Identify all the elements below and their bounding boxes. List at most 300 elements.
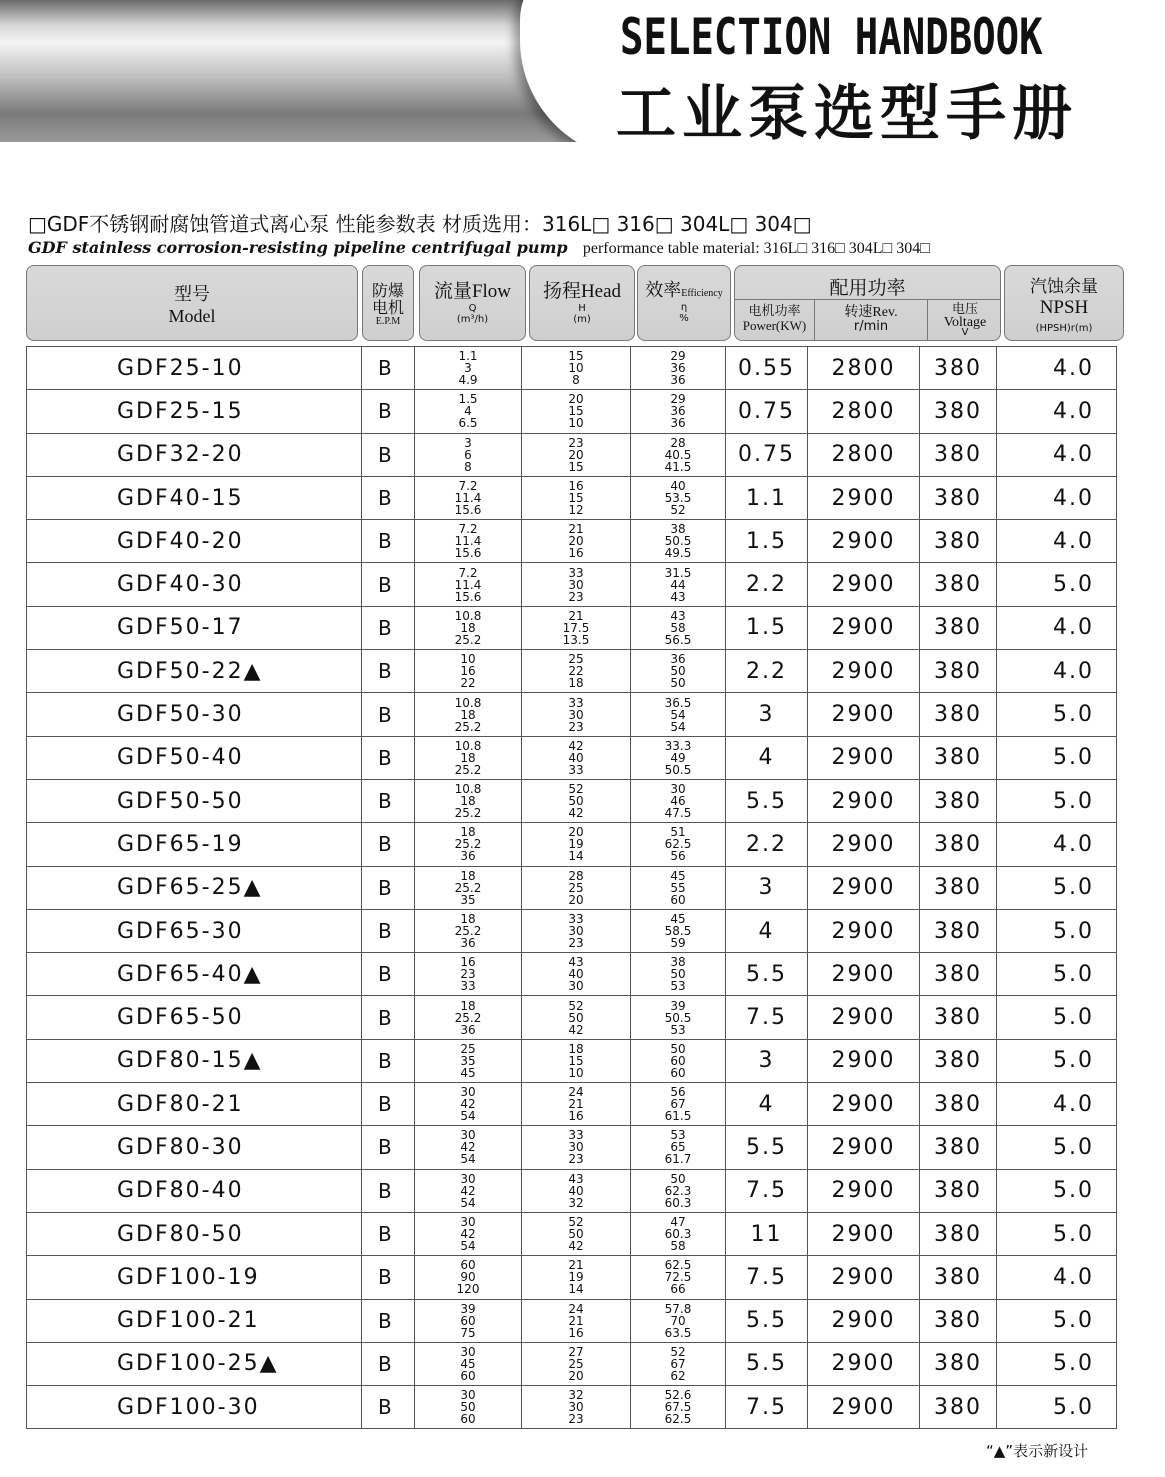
model-cell: GDF65-40▲ bbox=[27, 953, 362, 996]
flow-cell-value: 25.2 bbox=[454, 762, 482, 777]
voltage-cell: 380 bbox=[920, 953, 997, 996]
head-cell-value: 14 bbox=[568, 1282, 584, 1297]
efficiency-cell bbox=[631, 953, 726, 996]
head-cell bbox=[522, 347, 631, 390]
head-cell-value: 20 bbox=[568, 825, 584, 840]
flow-cell bbox=[415, 996, 522, 1039]
head-cell-value: 21 bbox=[568, 522, 584, 537]
efficiency-cell-value: 40 bbox=[670, 479, 686, 494]
flow-cell-value: 42 bbox=[460, 1227, 476, 1242]
efficiency-cell-value: 53 bbox=[670, 1022, 686, 1037]
head-cell-value: 40 bbox=[568, 967, 584, 982]
efficiency-cell-value: 38 bbox=[670, 955, 686, 970]
efficiency-cell bbox=[631, 1256, 726, 1299]
flow-cell bbox=[415, 563, 522, 606]
head-cell-value: 21 bbox=[568, 1313, 584, 1328]
head-cell-value: 32 bbox=[568, 1195, 584, 1210]
efficiency-cell-value: 56 bbox=[670, 1085, 686, 1100]
head-cell-value: 23 bbox=[568, 589, 584, 604]
head-cell-value: 40 bbox=[568, 750, 584, 765]
table-row bbox=[27, 433, 1117, 476]
header-head-symbol: H bbox=[578, 303, 586, 314]
model-cell: GDF80-40 bbox=[27, 1169, 362, 1212]
rev-cell: 2900 bbox=[808, 606, 920, 649]
header-eff-symbol: η bbox=[680, 302, 688, 313]
flow-cell-value: 10.8 bbox=[454, 782, 482, 797]
table-row bbox=[27, 1256, 1117, 1299]
header-voltage bbox=[928, 300, 1002, 341]
epm-cell: B bbox=[362, 1342, 415, 1385]
efficiency-cell-value: 50.5 bbox=[664, 1010, 692, 1025]
table-row bbox=[27, 736, 1117, 779]
power-cell: 3 bbox=[726, 1039, 808, 1082]
table-row bbox=[27, 1386, 1117, 1429]
head-cell-value: 20 bbox=[568, 392, 584, 407]
rev-cell: 2900 bbox=[808, 563, 920, 606]
head-cell-value: 30 bbox=[568, 577, 584, 592]
rev-cell: 2900 bbox=[808, 1126, 920, 1169]
head-cell bbox=[522, 650, 631, 693]
efficiency-cell-value: 38 bbox=[670, 522, 686, 537]
epm-cell: B bbox=[362, 1299, 415, 1342]
voltage-cell: 380 bbox=[920, 433, 997, 476]
epm-cell: B bbox=[362, 347, 415, 390]
efficiency-cell-value: 50.5 bbox=[664, 534, 692, 549]
flow-cell-value: 18 bbox=[460, 825, 476, 840]
efficiency-cell-value: 58 bbox=[670, 620, 686, 635]
rev-cell: 2900 bbox=[808, 1169, 920, 1212]
voltage-cell: 380 bbox=[920, 650, 997, 693]
header-npsh-en: NPSH bbox=[1039, 297, 1089, 318]
rev-cell: 2900 bbox=[808, 1212, 920, 1255]
head-cell-value: 18 bbox=[568, 676, 584, 691]
efficiency-cell-value: 62.5 bbox=[664, 1258, 692, 1273]
efficiency-cell-value: 30 bbox=[670, 782, 686, 797]
head-cell-value: 23 bbox=[568, 719, 584, 734]
npsh-cell: 4.0 bbox=[997, 650, 1117, 693]
head-cell bbox=[522, 909, 631, 952]
header-volt-unit: V bbox=[961, 327, 969, 338]
head-cell bbox=[522, 390, 631, 433]
head-cell-value: 23 bbox=[568, 936, 584, 950]
efficiency-cell-value: 72.5 bbox=[664, 1270, 692, 1285]
flow-cell bbox=[415, 520, 522, 563]
flow-cell-value: 11.4 bbox=[454, 534, 482, 549]
voltage-cell: 380 bbox=[920, 1169, 997, 1212]
header-npsh-cn: 汽蚀余量 bbox=[1030, 277, 1098, 297]
flow-cell-value: 16 bbox=[460, 664, 476, 679]
flow-cell bbox=[415, 1126, 522, 1169]
power-cell: 1.5 bbox=[726, 520, 808, 563]
rev-cell: 2900 bbox=[808, 520, 920, 563]
head-cell-value: 33 bbox=[568, 762, 584, 777]
flow-cell bbox=[415, 1212, 522, 1255]
power-cell: 7.5 bbox=[726, 1386, 808, 1429]
flow-cell-value: 7.2 bbox=[458, 479, 478, 494]
head-cell bbox=[522, 1126, 631, 1169]
footnote: “▲”表示新设计 bbox=[986, 1442, 1089, 1460]
epm-cell: B bbox=[362, 693, 415, 736]
head-cell bbox=[522, 520, 631, 563]
efficiency-cell-value: 60.3 bbox=[664, 1195, 692, 1210]
efficiency-cell-value: 51 bbox=[670, 825, 686, 840]
efficiency-cell-value: 67.5 bbox=[664, 1400, 692, 1415]
power-cell: 2.2 bbox=[726, 823, 808, 866]
flow-cell-value: 42 bbox=[460, 1140, 476, 1155]
efficiency-cell-value: 61.7 bbox=[664, 1152, 692, 1167]
power-cell: 11 bbox=[726, 1212, 808, 1255]
efficiency-cell bbox=[631, 650, 726, 693]
efficiency-cell bbox=[631, 736, 726, 779]
flow-cell-value: 6.5 bbox=[458, 416, 478, 431]
flow-cell-value: 18 bbox=[460, 868, 476, 883]
header-epm bbox=[362, 265, 414, 341]
head-cell-value: 19 bbox=[568, 1270, 584, 1285]
rev-cell: 2900 bbox=[808, 953, 920, 996]
flow-cell bbox=[415, 953, 522, 996]
head-cell bbox=[522, 606, 631, 649]
head-cell bbox=[522, 1342, 631, 1385]
rev-cell: 2900 bbox=[808, 779, 920, 822]
efficiency-cell bbox=[631, 1169, 726, 1212]
head-cell-value: 30 bbox=[568, 924, 584, 938]
efficiency-cell bbox=[631, 866, 726, 909]
efficiency-cell-value: 36 bbox=[670, 361, 686, 376]
header-flow-title: 流量Flow bbox=[433, 281, 512, 302]
efficiency-cell-value: 65 bbox=[670, 1140, 686, 1155]
head-cell-value: 42 bbox=[568, 1022, 584, 1037]
flow-cell-value: 45 bbox=[460, 1356, 476, 1371]
flow-cell-value: 36 bbox=[460, 1022, 476, 1037]
power-cell: 5.5 bbox=[726, 1299, 808, 1342]
efficiency-cell-value: 60 bbox=[670, 1053, 686, 1068]
flow-cell-value: 25.2 bbox=[454, 880, 482, 895]
npsh-cell: 5.0 bbox=[997, 1169, 1117, 1212]
epm-cell: B bbox=[362, 996, 415, 1039]
epm-cell: B bbox=[362, 1083, 415, 1126]
power-cell: 5.5 bbox=[726, 779, 808, 822]
efficiency-cell bbox=[631, 1212, 726, 1255]
model-cell: GDF65-19 bbox=[27, 823, 362, 866]
npsh-cell: 4.0 bbox=[997, 1083, 1117, 1126]
epm-cell: B bbox=[362, 476, 415, 519]
efficiency-cell-value: 67 bbox=[670, 1097, 686, 1112]
efficiency-cell bbox=[631, 1342, 726, 1385]
power-cell: 1.1 bbox=[726, 476, 808, 519]
rev-cell: 2900 bbox=[808, 650, 920, 693]
power-cell: 7.5 bbox=[726, 996, 808, 1039]
voltage-cell: 380 bbox=[920, 693, 997, 736]
head-cell-value: 15 bbox=[568, 349, 584, 364]
power-cell: 3 bbox=[726, 866, 808, 909]
efficiency-cell-value: 50 bbox=[670, 676, 686, 691]
npsh-cell: 4.0 bbox=[997, 433, 1117, 476]
efficiency-cell bbox=[631, 433, 726, 476]
rev-cell: 2900 bbox=[808, 1083, 920, 1126]
voltage-cell: 380 bbox=[920, 390, 997, 433]
head-cell-value: 40 bbox=[568, 1183, 584, 1198]
flow-cell-value: 23 bbox=[460, 967, 476, 982]
power-cell: 2.2 bbox=[726, 650, 808, 693]
performance-table bbox=[26, 346, 1117, 1429]
head-cell bbox=[522, 476, 631, 519]
head-cell-value: 16 bbox=[568, 1109, 584, 1124]
efficiency-cell-value: 31.5 bbox=[664, 565, 692, 580]
efficiency-cell bbox=[631, 693, 726, 736]
flow-cell-value: 10.8 bbox=[454, 695, 482, 710]
head-cell-value: 33 bbox=[568, 912, 584, 926]
epm-cell: B bbox=[362, 1126, 415, 1169]
efficiency-cell bbox=[631, 476, 726, 519]
model-cell: GDF50-17 bbox=[27, 606, 362, 649]
efficiency-cell-value: 53.5 bbox=[664, 491, 692, 506]
voltage-cell: 380 bbox=[920, 1342, 997, 1385]
epm-cell: B bbox=[362, 606, 415, 649]
flow-cell-value: 22 bbox=[460, 676, 476, 691]
head-cell bbox=[522, 1212, 631, 1255]
efficiency-cell bbox=[631, 563, 726, 606]
flow-cell bbox=[415, 693, 522, 736]
table-row bbox=[27, 1039, 1117, 1082]
epm-cell: B bbox=[362, 736, 415, 779]
voltage-cell: 380 bbox=[920, 606, 997, 649]
voltage-cell: 380 bbox=[920, 866, 997, 909]
head-cell-value: 30 bbox=[568, 979, 584, 994]
head-cell-value: 33 bbox=[568, 695, 584, 710]
epm-cell: B bbox=[362, 909, 415, 952]
model-cell: GDF25-15 bbox=[27, 390, 362, 433]
efficiency-cell-value: 60 bbox=[670, 1065, 686, 1080]
efficiency-cell-value: 70 bbox=[670, 1313, 686, 1328]
rev-cell: 2800 bbox=[808, 390, 920, 433]
flow-cell bbox=[415, 606, 522, 649]
efficiency-cell bbox=[631, 347, 726, 390]
head-cell-value: 16 bbox=[568, 546, 584, 561]
head-cell-value: 52 bbox=[568, 998, 584, 1013]
table-row bbox=[27, 520, 1117, 563]
head-cell bbox=[522, 866, 631, 909]
voltage-cell: 380 bbox=[920, 1212, 997, 1255]
voltage-cell: 380 bbox=[920, 823, 997, 866]
head-cell-value: 30 bbox=[568, 1400, 584, 1415]
model-cell: GDF40-30 bbox=[27, 563, 362, 606]
efficiency-cell-value: 58.5 bbox=[664, 924, 692, 938]
efficiency-cell-value: 60 bbox=[670, 892, 686, 907]
model-cell: GDF50-30 bbox=[27, 693, 362, 736]
npsh-cell: 4.0 bbox=[997, 347, 1117, 390]
efficiency-cell bbox=[631, 520, 726, 563]
voltage-cell: 380 bbox=[920, 1126, 997, 1169]
header-epm-cn1: 防爆 bbox=[371, 281, 404, 300]
npsh-cell: 5.0 bbox=[997, 1126, 1117, 1169]
table-row bbox=[27, 1342, 1117, 1385]
flow-cell bbox=[415, 823, 522, 866]
section-title-cn: □GDF不锈钢耐腐蚀管道式离心泵 性能参数表 材质选用：316L□ 316□ 304L□ 304□ bbox=[28, 212, 812, 236]
epm-cell: B bbox=[362, 563, 415, 606]
flow-cell-value: 15.6 bbox=[454, 503, 482, 518]
power-cell: 5.5 bbox=[726, 1126, 808, 1169]
flow-cell-value: 50 bbox=[460, 1400, 476, 1415]
table-row bbox=[27, 1126, 1117, 1169]
flow-cell bbox=[415, 1256, 522, 1299]
efficiency-cell-value: 49 bbox=[670, 750, 686, 765]
head-cell bbox=[522, 693, 631, 736]
head-cell bbox=[522, 779, 631, 822]
power-cell: 3 bbox=[726, 693, 808, 736]
flow-cell-value: 18 bbox=[460, 707, 476, 722]
rev-cell: 2900 bbox=[808, 476, 920, 519]
efficiency-cell-value: 61.5 bbox=[664, 1109, 692, 1124]
table-row bbox=[27, 779, 1117, 822]
flow-cell-value: 36 bbox=[460, 936, 476, 950]
table-row bbox=[27, 347, 1117, 390]
efficiency-cell-value: 54 bbox=[670, 719, 686, 734]
flow-cell bbox=[415, 476, 522, 519]
head-cell-value: 50 bbox=[568, 1010, 584, 1025]
npsh-cell: 4.0 bbox=[997, 520, 1117, 563]
header-rev-unit: r/min bbox=[853, 319, 889, 334]
header-power-group bbox=[734, 265, 1001, 341]
model-cell: GDF50-40 bbox=[27, 736, 362, 779]
flow-cell-value: 25.2 bbox=[454, 806, 482, 821]
head-cell-value: 8 bbox=[572, 373, 580, 388]
efficiency-cell-value: 50 bbox=[670, 664, 686, 679]
flow-cell-value: 36 bbox=[460, 849, 476, 864]
flow-cell-value: 45 bbox=[460, 1065, 476, 1080]
efficiency-cell-value: 29 bbox=[670, 349, 686, 364]
voltage-cell: 380 bbox=[920, 1039, 997, 1082]
model-cell: GDF32-20 bbox=[27, 433, 362, 476]
efficiency-cell-value: 56.5 bbox=[664, 632, 692, 647]
efficiency-cell-value: 45 bbox=[670, 912, 686, 926]
power-cell: 4 bbox=[726, 736, 808, 779]
flow-cell bbox=[415, 779, 522, 822]
head-cell-value: 30 bbox=[568, 1140, 584, 1155]
header-rev bbox=[815, 300, 928, 341]
head-cell-value: 15 bbox=[568, 459, 584, 474]
npsh-cell: 5.0 bbox=[997, 1212, 1117, 1255]
npsh-cell: 4.0 bbox=[997, 476, 1117, 519]
head-cell-value: 10 bbox=[568, 1065, 584, 1080]
rev-cell: 2900 bbox=[808, 1299, 920, 1342]
head-cell-value: 52 bbox=[568, 1215, 584, 1230]
flow-cell-value: 15.6 bbox=[454, 589, 482, 604]
header-epm-en: E.P.M bbox=[375, 316, 401, 327]
table-row bbox=[27, 1083, 1117, 1126]
efficiency-cell bbox=[631, 823, 726, 866]
power-cell: 1.5 bbox=[726, 606, 808, 649]
power-cell: 5.5 bbox=[726, 953, 808, 996]
head-cell-value: 50 bbox=[568, 794, 584, 809]
head-cell-value: 17.5 bbox=[562, 620, 590, 635]
table-row bbox=[27, 996, 1117, 1039]
power-cell: 0.75 bbox=[726, 390, 808, 433]
head-cell bbox=[522, 1169, 631, 1212]
efficiency-cell bbox=[631, 1386, 726, 1429]
header-power-group-title: 配用功率 bbox=[735, 266, 1000, 300]
model-cell: GDF100-25▲ bbox=[27, 1342, 362, 1385]
head-cell-value: 15 bbox=[568, 1053, 584, 1068]
npsh-cell: 5.0 bbox=[997, 909, 1117, 952]
flow-cell-value: 39 bbox=[460, 1301, 476, 1316]
model-cell: GDF100-21 bbox=[27, 1299, 362, 1342]
power-cell: 7.5 bbox=[726, 1169, 808, 1212]
flow-cell-value: 7.2 bbox=[458, 565, 478, 580]
flow-cell-value: 75 bbox=[460, 1325, 476, 1340]
head-cell bbox=[522, 823, 631, 866]
head-cell bbox=[522, 1386, 631, 1429]
model-cell: GDF100-30 bbox=[27, 1386, 362, 1429]
npsh-cell: 4.0 bbox=[997, 1256, 1117, 1299]
flow-cell-value: 25.2 bbox=[454, 837, 482, 852]
flow-cell-value: 30 bbox=[460, 1171, 476, 1186]
voltage-cell: 380 bbox=[920, 909, 997, 952]
flow-cell bbox=[415, 1083, 522, 1126]
flow-cell bbox=[415, 433, 522, 476]
head-cell bbox=[522, 1256, 631, 1299]
flow-cell-value: 8 bbox=[464, 459, 472, 474]
section-title-en-plain: performance table material: 316L□ 316□ 304L□ 304□ bbox=[582, 240, 930, 257]
flow-cell-value: 15.6 bbox=[454, 546, 482, 561]
efficiency-cell bbox=[631, 996, 726, 1039]
flow-cell-value: 54 bbox=[460, 1239, 476, 1254]
flow-cell bbox=[415, 736, 522, 779]
flow-cell-value: 25.2 bbox=[454, 719, 482, 734]
flow-cell-value: 60 bbox=[460, 1313, 476, 1328]
npsh-cell: 4.0 bbox=[997, 606, 1117, 649]
head-cell-value: 25 bbox=[568, 880, 584, 895]
efficiency-cell-value: 56 bbox=[670, 849, 686, 864]
flow-cell bbox=[415, 909, 522, 952]
epm-cell: B bbox=[362, 779, 415, 822]
model-cell: GDF40-20 bbox=[27, 520, 362, 563]
efficiency-cell-value: 52.6 bbox=[664, 1388, 692, 1403]
flow-cell-value: 4 bbox=[464, 404, 472, 419]
rev-cell: 2900 bbox=[808, 693, 920, 736]
flow-cell-value: 25.2 bbox=[454, 924, 482, 938]
efficiency-cell-value: 52 bbox=[670, 1344, 686, 1359]
efficiency-cell-value: 44 bbox=[670, 577, 686, 592]
head-cell bbox=[522, 563, 631, 606]
model-cell: GDF50-22▲ bbox=[27, 650, 362, 693]
rev-cell: 2800 bbox=[808, 347, 920, 390]
efficiency-cell-value: 47.5 bbox=[664, 806, 692, 821]
header-epm-cn2: 电机 bbox=[371, 298, 404, 317]
model-cell: GDF50-50 bbox=[27, 779, 362, 822]
flow-cell bbox=[415, 650, 522, 693]
flow-cell bbox=[415, 1169, 522, 1212]
flow-cell-value: 25.2 bbox=[454, 1010, 482, 1025]
epm-cell: B bbox=[362, 866, 415, 909]
efficiency-cell-value: 36 bbox=[670, 373, 686, 388]
efficiency-cell-value: 36 bbox=[670, 416, 686, 431]
power-cell: 0.75 bbox=[726, 433, 808, 476]
voltage-cell: 380 bbox=[920, 563, 997, 606]
table-row bbox=[27, 650, 1117, 693]
npsh-cell: 5.0 bbox=[997, 866, 1117, 909]
header-flow bbox=[419, 265, 526, 341]
flow-cell-value: 18 bbox=[460, 750, 476, 765]
flow-cell-value: 42 bbox=[460, 1097, 476, 1112]
head-cell-value: 21 bbox=[568, 1258, 584, 1273]
efficiency-cell-value: 60.3 bbox=[664, 1227, 692, 1242]
flow-cell-value: 1.1 bbox=[458, 349, 478, 364]
efficiency-cell-value: 39 bbox=[670, 998, 686, 1013]
header-power bbox=[735, 300, 815, 341]
flow-cell-value: 60 bbox=[460, 1412, 476, 1427]
efficiency-cell bbox=[631, 1083, 726, 1126]
voltage-cell: 380 bbox=[920, 1299, 997, 1342]
